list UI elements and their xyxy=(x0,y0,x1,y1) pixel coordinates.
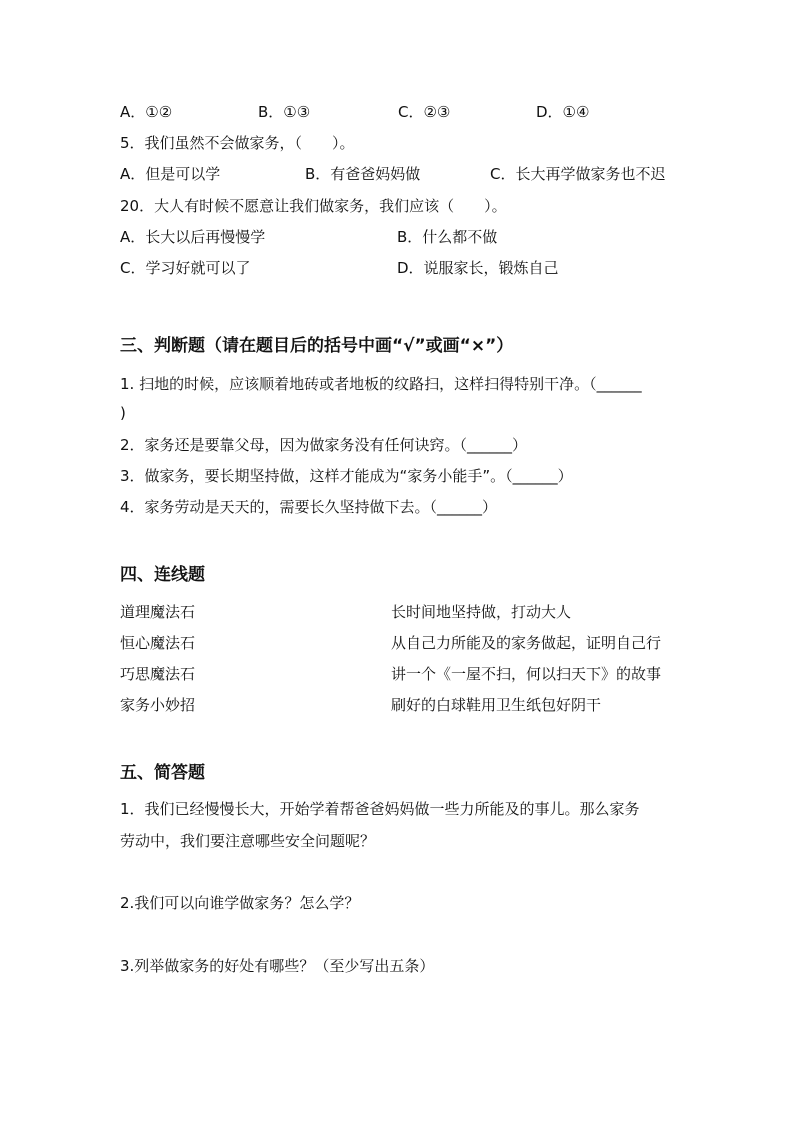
section3-item-4: 4．家务劳动是天天的，需要长久坚持做下去。（______） xyxy=(120,498,498,516)
match-right-3: 讲一个《一屋不扫，何以扫天下》的故事 xyxy=(391,665,662,683)
match-right-2: 从自己力所能及的家务做起，证明自己行 xyxy=(391,634,662,652)
section5-q3: 3.列举做家务的好处有哪些？（至少写出五条） xyxy=(120,957,435,975)
section5-q1-line1: 1．我们已经慢慢长大，开始学着帮爸爸妈妈做一些力所能及的事儿。那么家务 xyxy=(120,800,640,818)
section5-q1-line2: 劳动中，我们要注意哪些安全问题呢？ xyxy=(120,832,376,850)
section4-title: 四、连线题 xyxy=(120,565,205,585)
match-right-1: 长时间地坚持做，打动大人 xyxy=(391,603,572,621)
match-left-1: 道理魔法石 xyxy=(120,603,196,621)
match-left-3: 巧思魔法石 xyxy=(120,665,196,683)
q4-option-d: D．①④ xyxy=(536,103,590,121)
match-left-4: 家务小妙招 xyxy=(120,696,196,714)
q20-option-a: A．长大以后再慢慢学 xyxy=(120,228,266,246)
q4-option-b: B．①③ xyxy=(258,103,311,121)
q5-option-b: B．有爸爸妈妈做 xyxy=(305,165,421,183)
match-right-4: 刷好的白球鞋用卫生纸包好阴干 xyxy=(391,696,602,714)
q5-option-a: A．但是可以学 xyxy=(120,165,221,183)
q20-option-c: C．学习好就可以了 xyxy=(120,259,251,277)
q5-stem: 5．我们虽然不会做家务，（ ）。 xyxy=(120,134,355,152)
section3-item-2: 2．家务还是要靠父母，因为做家务没有任何诀窍。（______） xyxy=(120,436,528,454)
section3-item-1: 1. 扫地的时候，应该顺着地砖或者地板的纹路扫，这样扫得特别干净。（______ xyxy=(120,375,642,393)
q4-option-a: A．①② xyxy=(120,103,173,121)
section5-title: 五、简答题 xyxy=(120,763,205,783)
q4-option-c: C．②③ xyxy=(398,103,451,121)
section3-title: 三、判断题（请在题目后的括号中画“√”或画“×”） xyxy=(120,336,514,356)
section3-item-3: 3．做家务，要长期坚持做，这样才能成为“家务小能手”。（______） xyxy=(120,467,573,485)
section3-item-1-cont: ) xyxy=(120,404,126,422)
match-left-2: 恒心魔法石 xyxy=(120,634,196,652)
q20-stem: 20．大人有时候不愿意让我们做家务，我们应该（ ）。 xyxy=(120,197,507,215)
q20-option-b: B．什么都不做 xyxy=(397,228,498,246)
q5-option-c: C．长大再学做家务也不迟 xyxy=(490,165,666,183)
section5-q2: 2.我们可以向谁学做家务？怎么学？ xyxy=(120,894,360,912)
q20-option-d: D．说服家长，锻炼自己 xyxy=(397,259,559,277)
